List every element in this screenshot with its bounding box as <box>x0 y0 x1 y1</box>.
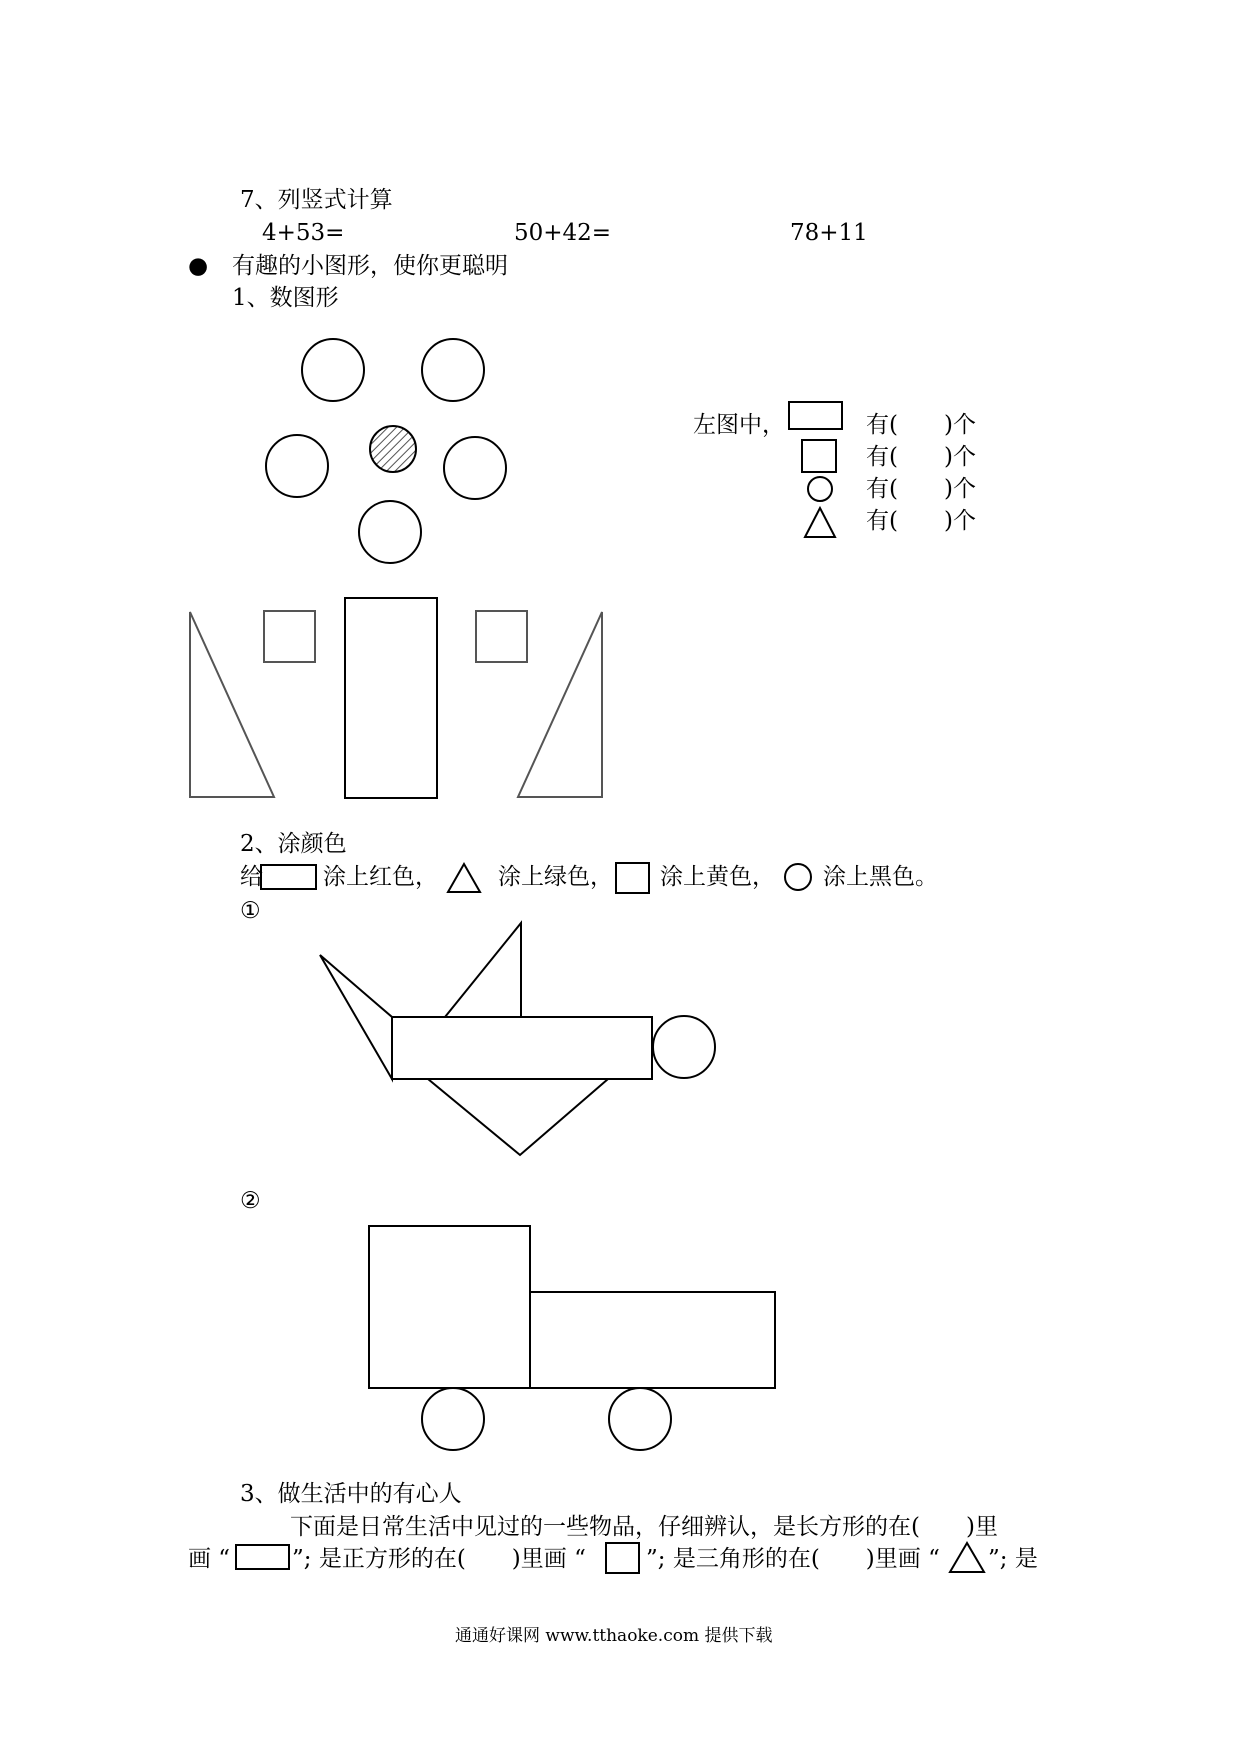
part3-triangle-icon <box>950 1543 984 1572</box>
part3-title: 3、做生活中的有心人 <box>240 1481 462 1507</box>
circle-center-hatched <box>370 426 416 472</box>
q7-title: 7、列竖式计算 <box>240 187 393 213</box>
part2-yellow: 涂上黄色， <box>660 864 775 890</box>
part1-title: 1、数图形 <box>232 285 339 311</box>
bird-wing-triangle <box>445 923 521 1017</box>
part2-title: 2、涂颜色 <box>240 831 347 857</box>
part3-line2-a: 画 “ <box>188 1546 231 1572</box>
bird-belly-triangle <box>428 1079 608 1155</box>
part3-square-icon <box>606 1543 639 1573</box>
section-title: 有趣的小图形，使你更聪明 <box>232 253 508 279</box>
truck-wheel-left <box>422 1388 484 1450</box>
truck-body-rectangle <box>530 1292 775 1388</box>
square-icon <box>802 440 836 472</box>
q7-expr-2: 50+42= <box>514 220 612 246</box>
part1-row-rectangle: 有( )个 <box>866 412 976 438</box>
section-bullet: ● <box>188 253 209 279</box>
bird-head-circle <box>653 1016 715 1078</box>
page-footer: 通通好课网 www.tthaoke.com 提供下载 <box>455 1626 773 1646</box>
bird-body-rectangle <box>392 1017 652 1079</box>
circle-mid-right <box>444 437 506 499</box>
rectangle-red-icon <box>261 865 316 889</box>
circle-bottom <box>359 501 421 563</box>
part3-line2-b: ”; 是正方形的在( )里画 “ <box>292 1546 586 1572</box>
circle-mid-left <box>266 435 328 497</box>
part3-line2-c: ”; 是三角形的在( )里画 “ <box>646 1546 940 1572</box>
figure-2-label: ② <box>240 1188 261 1214</box>
part1-row-triangle: 有( )个 <box>866 508 976 534</box>
square-right <box>476 611 527 662</box>
bird-tail-triangle <box>320 955 392 1079</box>
triangle-green-icon <box>448 864 480 892</box>
figure-1-label: ① <box>240 898 261 924</box>
square-yellow-icon <box>616 863 649 893</box>
triangle-icon <box>805 508 835 537</box>
part3-line2-d: ”; 是 <box>988 1546 1038 1572</box>
circle-top-right <box>422 339 484 401</box>
part2-black: 涂上黑色。 <box>823 864 938 890</box>
part1-prefix: 左图中， <box>693 412 785 438</box>
part3-rectangle-icon <box>236 1545 289 1569</box>
triangle-right <box>518 612 602 797</box>
part2-red: 涂上红色， <box>323 864 438 890</box>
truck-wheel-right <box>609 1388 671 1450</box>
q7-expr-1: 4+53= <box>262 220 345 246</box>
q7-expr-3: 78+11 <box>790 220 868 246</box>
square-left <box>264 611 315 662</box>
circle-top-left <box>302 339 364 401</box>
rectangle-icon <box>789 402 842 429</box>
part1-row-square: 有( )个 <box>866 444 976 470</box>
tall-rectangle <box>345 598 437 798</box>
part2-green: 涂上绿色， <box>498 864 613 890</box>
part1-row-circle: 有( )个 <box>866 476 976 502</box>
part3-line1: 下面是日常生活中见过的一些物品，仔细辨认，是长方形的在( )里 <box>290 1514 998 1540</box>
part2-give: 给 <box>240 864 263 890</box>
truck-cab-square <box>369 1226 530 1388</box>
circle-black-icon <box>785 864 811 890</box>
circle-icon <box>808 477 832 501</box>
triangle-left <box>190 612 274 797</box>
